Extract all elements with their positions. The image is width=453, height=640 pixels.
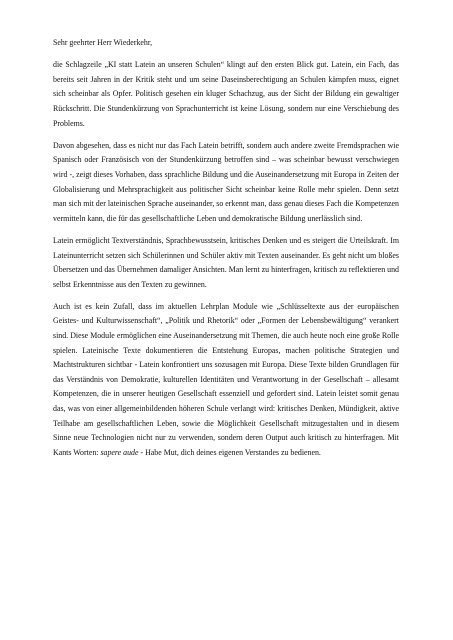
paragraph-foreign-languages: Davon abgesehen, dass es nicht nur das Fach Latein betrifft, sondern auch andere zweite Fremdsprachen wie Spanisch oder Französisch von der Stundenkürzung betroffen sind – was scheinbar bewusst verschwiegen wird -, zeigt dieses Vorhaben, dass sprachliche Bildung und die Auseinandersetzung mit Europa in Zeiten der Globalisierung und Mehrsprachigkeit aus politischer Sicht scheinbar keine Rolle mehr spielen. Denn setzt man sich mit der lateinischen Sprache auseinander, so erkennt man, dass genau dieses Fach die Kompetenzen vermitteln kann, die für das gesellschaftliche Leben und demokratische Bildung unerlässlich sind. xyxy=(53,140,399,223)
paragraph-curriculum xyxy=(53,300,399,461)
letter-body xyxy=(53,36,399,468)
curriculum-text: Auch ist es kein Zufall, dass im aktuellen Lehrplan Module wie „Schlüsseltexte aus der europäischen Geistes- und Kulturwissenschaft“, „Politik und Rhetorik“ oder „Formen der Lebensbewältigung“ verankert sind. Diese Module ermöglichen eine Auseinandersetzung mit Themen, die auch heute noch eine große Rolle spielen. Lateinische Texte dokumentieren die Entstehung Europas, machen politische Strategien und Machtstrukturen sichtbar - Latein konfrontiert uns sozusagen mit Europa. Diese Texte bilden Grundlagen für das Verständnis von Demokratie, kulturellen Identitäten und Verantwortung in der Gesellschaft – allesamt Kompetenzen, die in unserer heutigen Gesellschaft essenziell und gefordert sind. Latein leistet somit genau das, was von einer allgemeinbildenden höheren Schule verlangt wird: kritisches Denken, Mündigkeit, aktive Teilhabe am gesellschaftlichen Leben, sowie die Möglichkeit Gesellschaft mitzugestalten und in diesem Sinne neue Technologien nicht nur zu verwenden, sondern deren Output auch kritisch zu hinterfragen. Mit Kants Worten: xyxy=(53,301,399,457)
kant-quote-translation: - Habe Mut, dich deines eigenen Verstandes zu bedienen. xyxy=(138,447,321,457)
paragraph-intro: die Schlagzeile „KI statt Latein an unseren Schulen“ klingt auf den ersten Blick gut. Latein, ein Fach, das bereits seit Jahren in der Kritik steht und um seine Daseinsberechtigung an Schulen kämpfen muss, eignet sich scheinbar als Opfer. Politisch gesehen ein kluger Schachzug, aus der Sicht der Bildung ein gewaltiger Rückschritt. Die Stundenkürzung von Sprachunterricht ist keine Lösung, sondern nur eine Verschiebung des Problems. xyxy=(53,60,399,128)
paragraph-latin-skills: Latein ermöglicht Textverständnis, Sprachbewusstsein, kritisches Denken und es steigert die Urteilskraft. Im Lateinunterricht setzen sich Schülerinnen und Schüler aktiv mit Texten auseinander. Es geht nicht um bloßes Übersetzen und das Übernehmen damaliger Ansichten. Man lernt zu hinterfragen, kritisch zu reflektieren und selbst Erkenntnisse aus den Texten zu gewinnen. xyxy=(53,235,399,289)
kant-quote: sapere aude xyxy=(100,447,139,457)
salutation: Sehr geehrter Herr Wiederkehr, xyxy=(53,38,153,47)
